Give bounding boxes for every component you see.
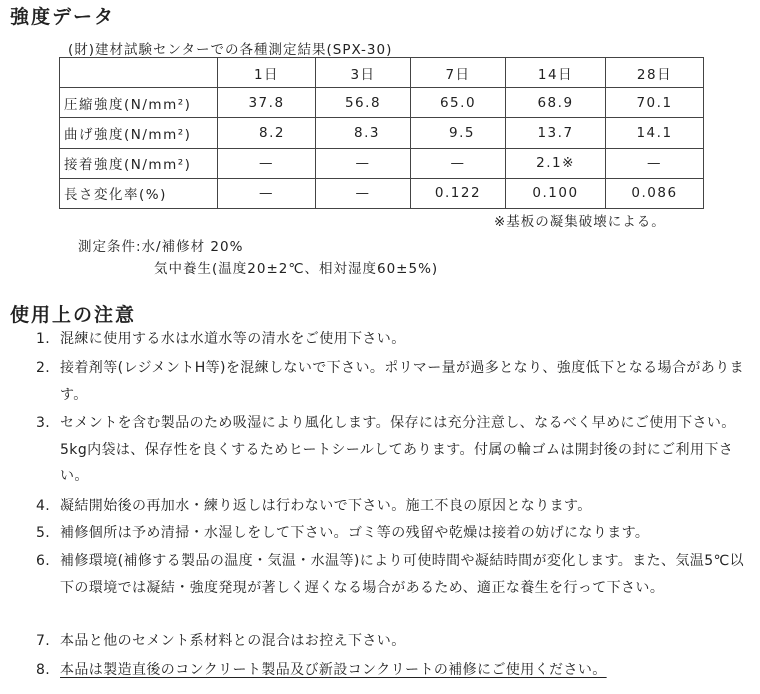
- item-number: 4.: [36, 498, 51, 514]
- item-text: 本品と他のセメント系材料との混合はお控え下さい。: [60, 633, 406, 649]
- header-cell: 1日: [218, 58, 316, 88]
- table-cell: 0.100: [506, 178, 606, 208]
- table-cell: 8.3: [316, 118, 411, 148]
- header-cell: 28日: [606, 58, 704, 88]
- table-cell: 37.8: [218, 88, 316, 118]
- row-label: 曲げ強度(N/mm²): [60, 118, 218, 148]
- item-text: 補修個所は予め清掃・水湿しをして下さい。ゴミ等の残留や乾燥は接着の妨げになります。: [60, 525, 650, 541]
- strength-heading: 強度データ: [10, 6, 116, 28]
- header-cell: [60, 58, 218, 88]
- list-item: [36, 410, 752, 490]
- table-cell: 0.122: [411, 178, 506, 208]
- table-row: [60, 88, 704, 118]
- table-cell: 65.0: [411, 88, 506, 118]
- table-cell: —: [218, 148, 316, 178]
- table-footnote: ※基板の凝集破壊による。: [494, 214, 666, 230]
- list-item: [36, 355, 752, 408]
- table-cell: —: [316, 148, 411, 178]
- list-item: [36, 520, 752, 547]
- row-label: 長さ変化率(%): [60, 178, 218, 208]
- item-text: 補修環境(補修する製品の温度・気温・水温等)により可使時間や凝結時間が変化します。また、気温5℃以下の環境では凝結・強度発現が著しく遅くなる場合があるため、適正な養生を行って下さい。: [60, 553, 745, 596]
- table-cell: 14.1: [606, 118, 704, 148]
- item-number: 6.: [36, 553, 51, 569]
- table-row: [60, 178, 704, 208]
- row-label: 接着強度(N/mm²): [60, 148, 218, 178]
- measurement-condition: 測定条件:水/補修材 20%: [78, 239, 244, 255]
- item-text: 本品は製造直後のコンクリート製品及び新設コンクリートの補修にご使用ください。: [60, 662, 607, 678]
- header-cell: 7日: [411, 58, 506, 88]
- table-subtitle: (財)建材試験センターでの各種測定結果(SPX-30): [68, 42, 393, 58]
- item-number: 8.: [36, 662, 51, 678]
- list-item: [36, 657, 752, 684]
- item-text: セメントを含む製品のため吸湿により風化します。保存には充分注意し、なるべく早めにご使用下さい。5kg内袋は、保存性を良くするためヒートシールしてあります。付属の輪ゴムは開封後の封にご利用下さい。: [60, 415, 736, 484]
- item-text: 混練に使用する水は水道水等の清水をご使用下さい。: [60, 331, 406, 347]
- table-cell: 68.9: [506, 88, 606, 118]
- table-cell: 70.1: [606, 88, 704, 118]
- table-cell: —: [218, 178, 316, 208]
- item-number: 2.: [36, 360, 51, 376]
- list-item: [36, 493, 752, 520]
- table-cell: 13.7: [506, 118, 606, 148]
- item-text: 接着剤等(レジメントH等)を混練しないで下さい。ポリマー量が過多となり、強度低下となる場合があります。: [60, 360, 744, 403]
- table-header-row: [60, 58, 704, 88]
- curing-condition: 気中養生(温度20±2℃、相対湿度60±5%): [154, 261, 439, 277]
- table-row: [60, 148, 704, 178]
- list-item: [36, 548, 752, 601]
- table-cell: 0.086: [606, 178, 704, 208]
- row-label: 圧縮強度(N/mm²): [60, 88, 218, 118]
- table-cell: —: [411, 148, 506, 178]
- list-item: [36, 326, 752, 353]
- table-cell: 9.5: [411, 118, 506, 148]
- table-row: [60, 118, 704, 148]
- table-cell: 2.1※: [506, 148, 606, 178]
- table-cell: 56.8: [316, 88, 411, 118]
- header-cell: 3日: [316, 58, 411, 88]
- strength-table: [59, 57, 704, 209]
- item-number: 3.: [36, 415, 51, 431]
- item-number: 1.: [36, 331, 51, 347]
- item-number: 5.: [36, 525, 51, 541]
- table-cell: —: [316, 178, 411, 208]
- item-text: 凝結開始後の再加水・練り返しは行わないで下さい。施工不良の原因となります。: [60, 498, 592, 514]
- item-number: 7.: [36, 633, 51, 649]
- caution-heading: 使用上の注意: [10, 304, 137, 326]
- table-cell: 8.2: [218, 118, 316, 148]
- header-cell: 14日: [506, 58, 606, 88]
- list-item: [36, 628, 752, 655]
- table-cell: —: [606, 148, 704, 178]
